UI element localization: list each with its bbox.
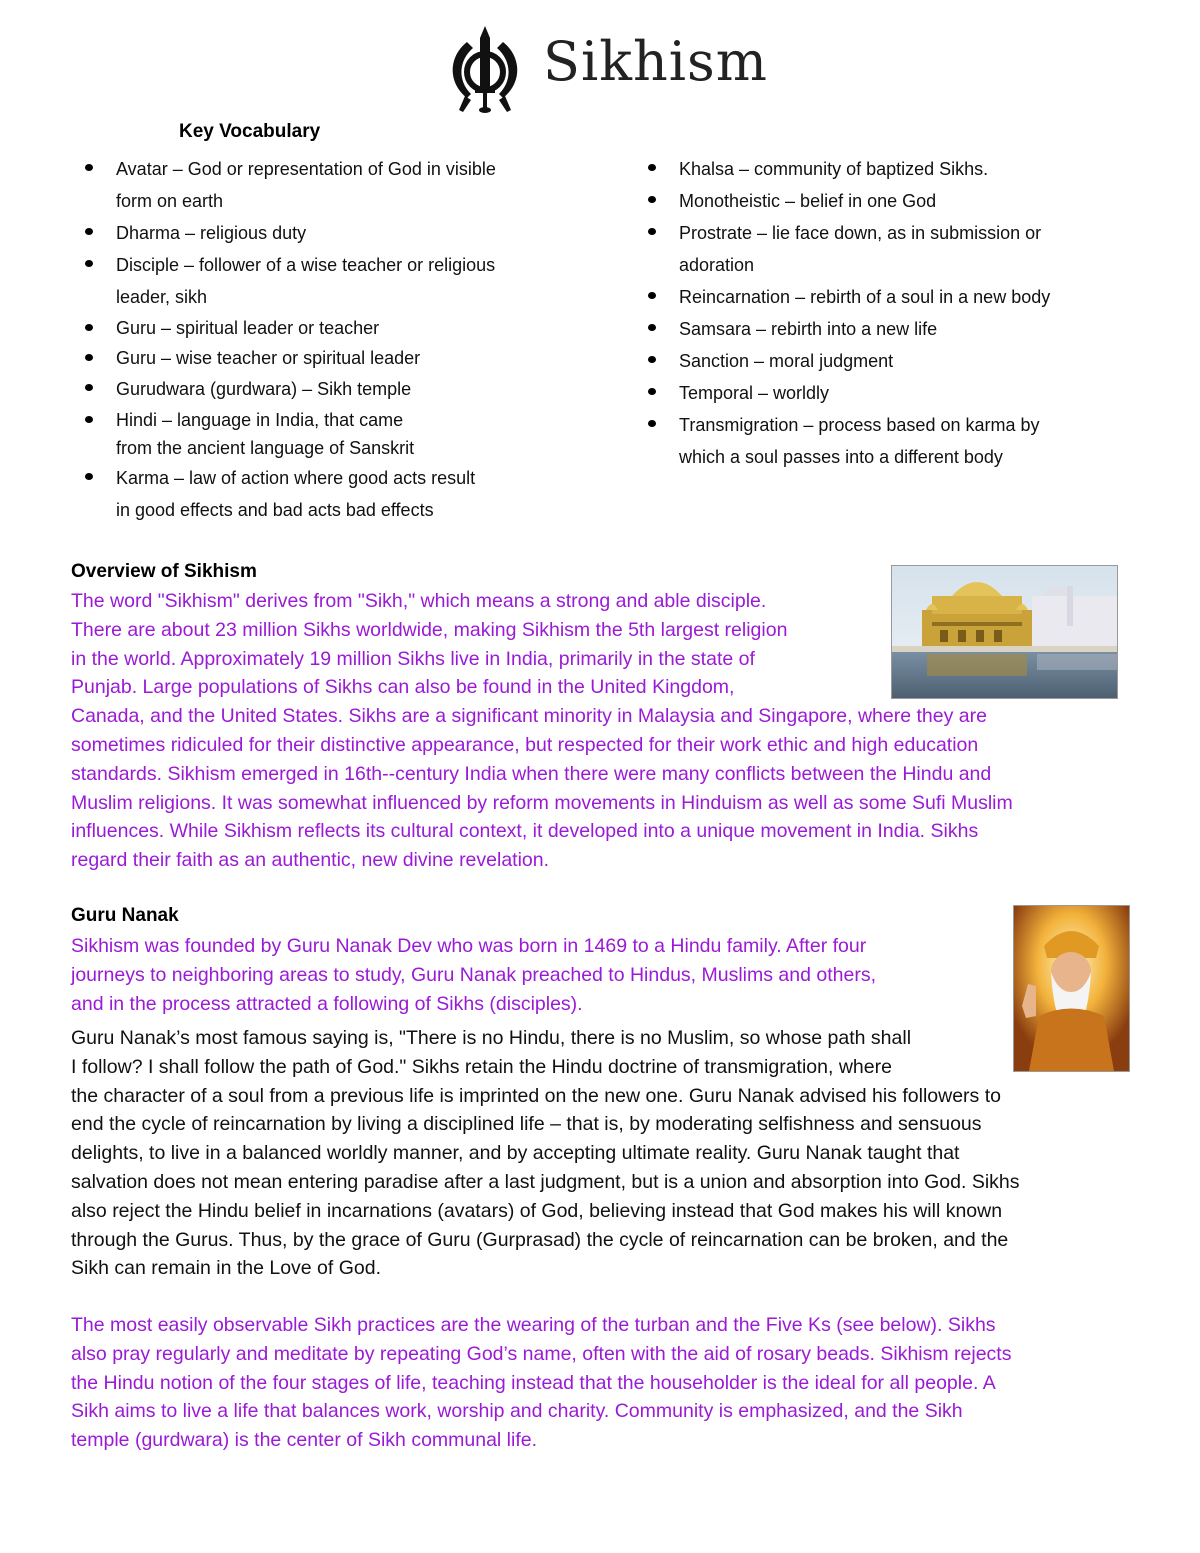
list-item: Prostrate – lie face down, as in submission or adoration: [648, 217, 1148, 281]
practices-paragraph: The most easily observable Sikh practices are the wearing of the turban and the Five Ks (see below). Sikhs also pray regularly and meditate by repeating God’s name, often with the aid of rosary beads. Sikhism rejects the Hindu notion of the four stages of life, teaching instead that the householder is the ideal for all people. A Sikh aims to live a life that balances work, worship and charity. Community is emphasized, and the Sikh temple (gurdwara) is the center of Sikh communal life.: [71, 1314, 1012, 1452]
page-header: [445, 22, 785, 117]
list-item: Guru – spiritual leader or teacher: [85, 313, 555, 343]
list-item: Dharma – religious duty: [85, 217, 555, 249]
list-item: Sanction – moral judgment: [648, 345, 1148, 377]
guru-nanak-intro-paragraph: Sikhism was founded by Guru Nanak Dev who was born in 1469 to a Hindu family. After four journeys to neighboring areas to study, Guru Nanak preached to Hindus, Muslims and others, and in the process attracted a following of Sikhs (disciples).: [71, 935, 876, 1015]
list-item: Hindi – language in India, that came from the ancient language of Sanskrit: [85, 405, 555, 462]
guru-nanak-saying-paragraph: Guru Nanak’s most famous saying is, "There is no Hindu, there is no Muslim, so whose path shall I follow? I shall follow the path of God." Sikhs retain the Hindu doctrine of transmigration, where the character of a soul from a previous life is imprinted on the new one. Guru Nanak advised his followers to end the cycle of reincarnation by living a disciplined life – that is, by moderating selfishness and sensuous delights, to live in a balanced worldly manner, and by accepting ultimate reality. Guru Nanak taught that salvation does not mean entering paradise after a last judgment, but is a union and absorption into God. Sikhs also reject the Hindu belief in incarnations (avatars) of God, believing instead that God makes his will known through the Gurus. Thus, by the grace of Guru (Gurprasad) the cycle of reincarnation can be broken, and the Sikh can remain in the Love of God.: [71, 1027, 1020, 1280]
list-item: Avatar – God or representation of God in visible form on earth: [85, 153, 555, 217]
page-title: Sikhism: [543, 30, 768, 93]
list-item: Karma – law of action where good acts result in good effects and bad acts bad effects: [85, 462, 555, 526]
list-item: Gurudwara (gurdwara) – Sikh temple: [85, 373, 555, 405]
list-item: Disciple – follower of a wise teacher or religious leader, sikh: [85, 249, 555, 313]
list-item: Reincarnation – rebirth of a soul in a new body: [648, 281, 1148, 313]
vocabulary-list-left: [85, 153, 555, 526]
overview-paragraph: The word "Sikhism" derives from "Sikh," which means a strong and able disciple. There are about 23 million Sikhs worldwide, making Sikhism the 5th largest religion in the world. Approximately 19 million Sikhs live in India, primarily in the state of Punjab. Large populations of Sikhs can also be found in the United Kingdom, Canada, and the United States. Sikhs are a significant minority in Malaysia and Singapore, where they are sometimes ridiculed for their distinctive appearance, but respected for their work ethic and high education standards. Sikhism emerged in 16th--century India when there were many conflicts between the Hindu and Muslim religions. It was somewhat influenced by reform movements in Hinduism as well as some Sufi Muslim influences. While Sikhism reflects its cultural context, it developed into a unique movement in India. Sikhs regard their faith as an authentic, new divine revelation.: [71, 590, 1013, 872]
list-item: Monotheistic – belief in one God: [648, 185, 1148, 217]
list-item: Temporal – worldly: [648, 377, 1148, 409]
guru-nanak-portrait: [1013, 905, 1130, 1072]
guru-nanak-heading: Guru Nanak: [71, 905, 179, 926]
list-item: Samsara – rebirth into a new life: [648, 313, 1148, 345]
vocabulary-heading: Key Vocabulary: [179, 121, 321, 142]
list-item: Khalsa – community of baptized Sikhs.: [648, 153, 1148, 185]
khanda-icon: [445, 22, 525, 114]
list-item: Guru – wise teacher or spiritual leader: [85, 343, 555, 373]
overview-heading: Overview of Sikhism: [71, 561, 257, 582]
list-item: Transmigration – process based on karma by which a soul passes into a different body: [648, 409, 1148, 473]
vocabulary-list-right: [648, 153, 1148, 473]
